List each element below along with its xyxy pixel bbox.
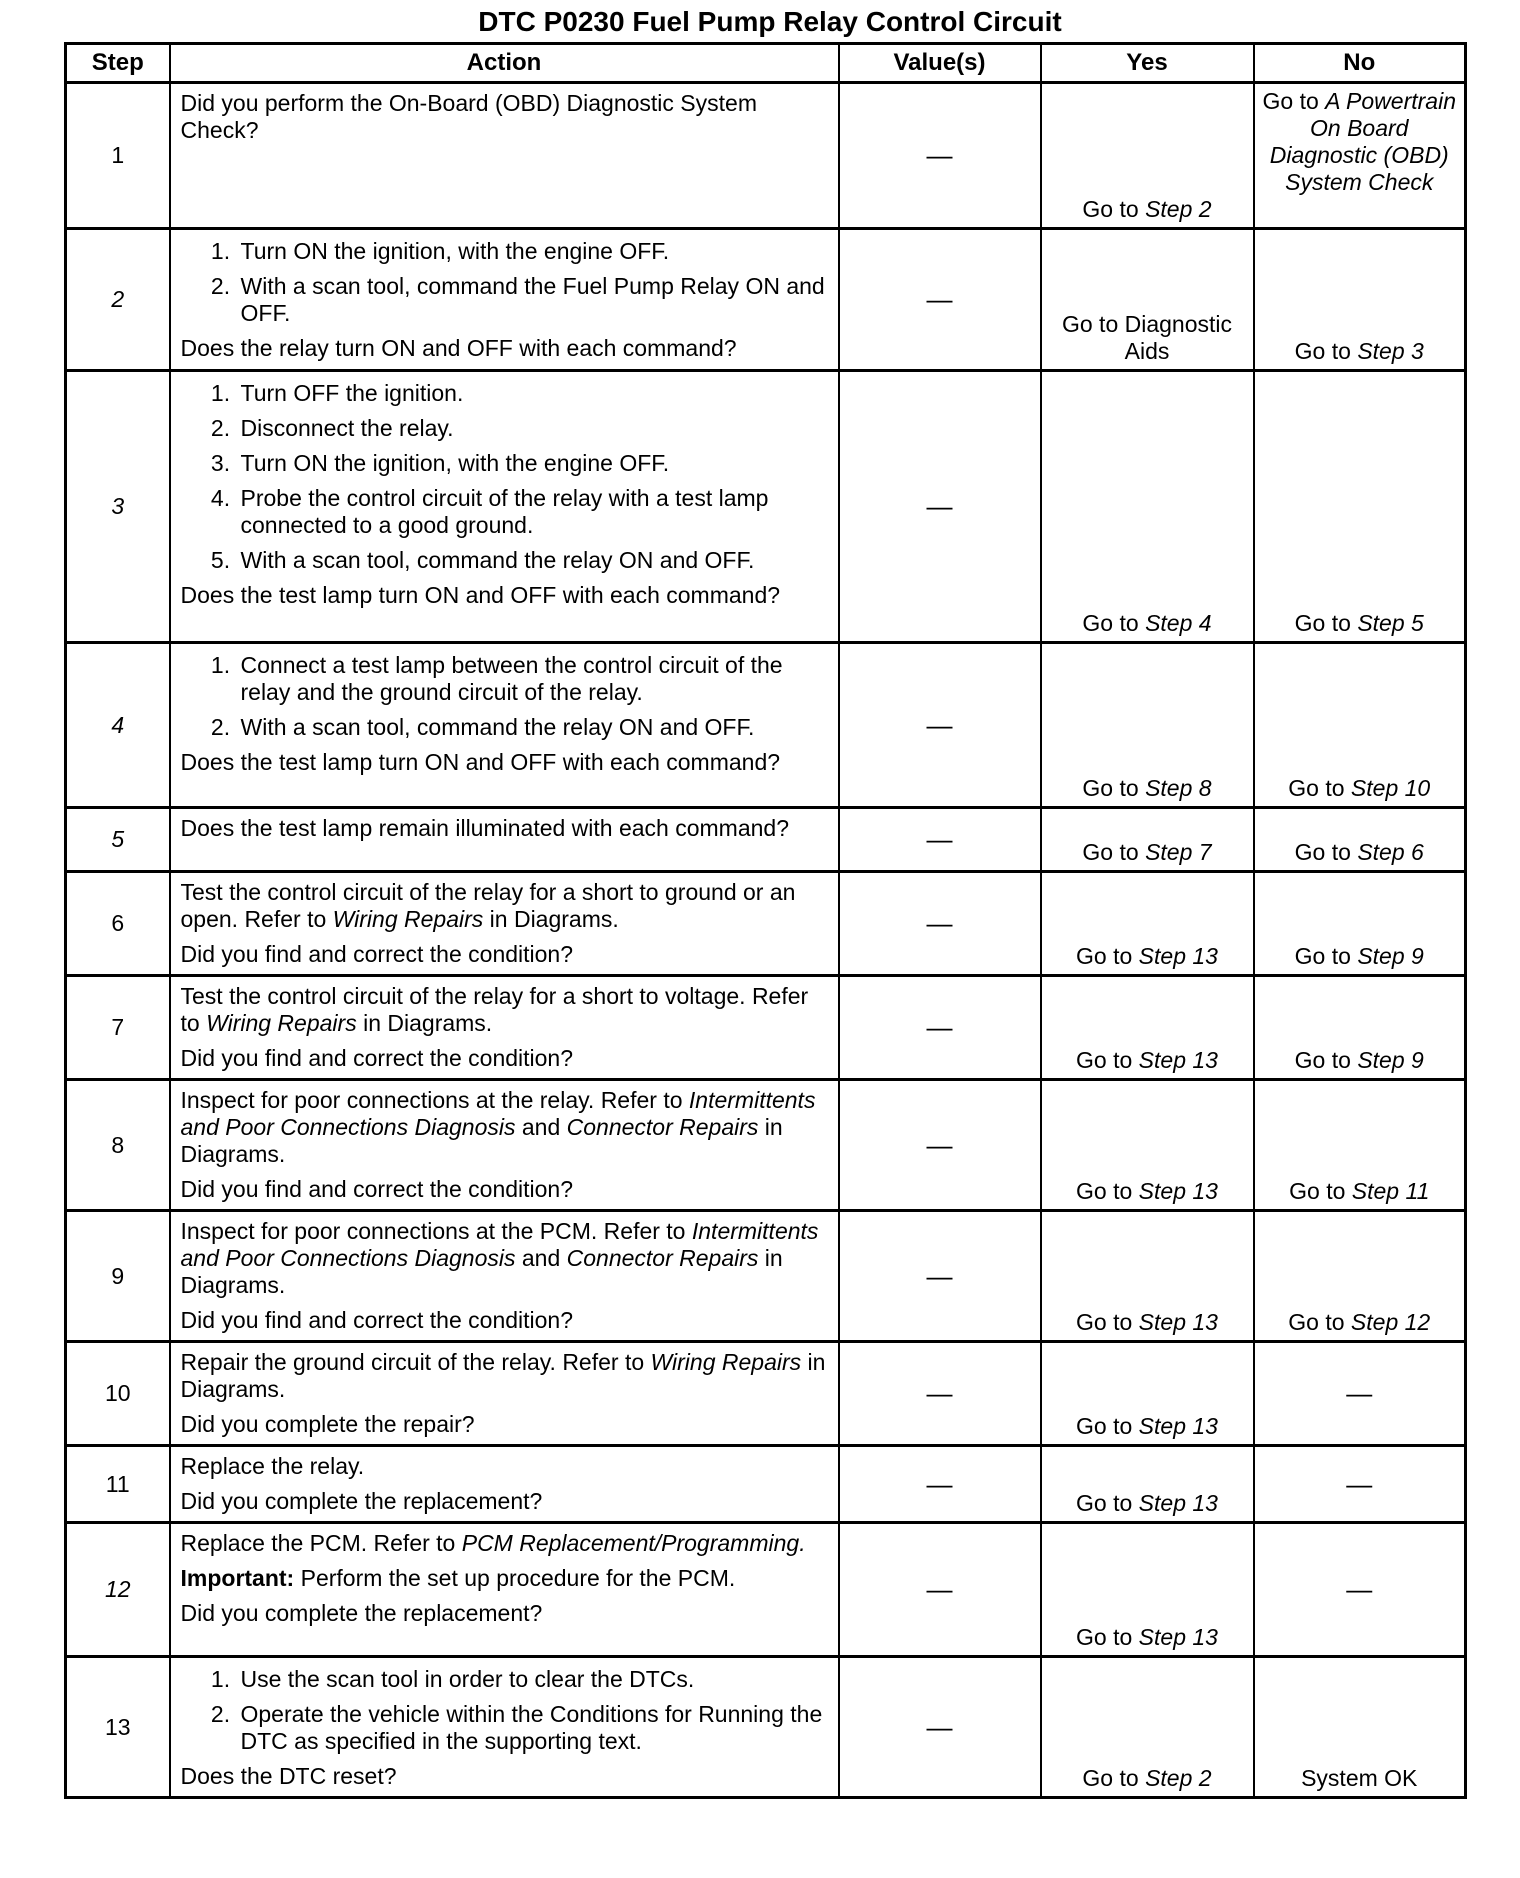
no-cell: [1254, 1080, 1466, 1211]
action-step: 2. With a scan tool, command the relay ON and OFF.: [237, 714, 826, 741]
action-cell: [170, 976, 839, 1080]
action-step: 2. Operate the vehicle within the Conditions for Running the DTC as specified in the supporting text.: [237, 1701, 826, 1755]
yes-cell: [1041, 1657, 1254, 1798]
yes-cell: [1041, 229, 1254, 371]
no-cell: [1254, 643, 1466, 808]
action-question: Did you perform the On-Board (OBD) Diagnostic System Check?: [180, 90, 757, 143]
value-cell: —: [839, 872, 1041, 976]
header-yes: Yes: [1041, 44, 1254, 83]
important-note: Important: Perform the set up procedure for the PCM.: [180, 1565, 736, 1591]
yes-step-link[interactable]: Step 13: [1138, 1624, 1218, 1650]
table-header-row: [66, 44, 1466, 83]
no-cell: [1254, 1657, 1466, 1798]
intermittents-ref[interactable]: Intermittents and Poor Connections Diagnosis: [180, 1218, 819, 1271]
step-number: 6: [66, 872, 170, 976]
go-to-label: Go to: [1076, 1413, 1133, 1439]
action-step: 5. With a scan tool, command the relay ON and OFF.: [237, 547, 826, 574]
value-cell: —: [839, 229, 1041, 371]
action-steps-list: [181, 380, 826, 574]
table-row: [66, 83, 1466, 229]
yes-step-link[interactable]: Step 13: [1138, 1490, 1218, 1516]
action-cell: [170, 872, 839, 976]
go-to-label: Go to: [1076, 1178, 1133, 1204]
action-text: Inspect for poor connections at the PCM. Refer to Intermittents and Poor Connections Diagnosis and Connector Repairs in Diagrams.: [180, 1218, 819, 1298]
action-step: 4. Probe the control circuit of the relay with a test lamp connected to a good ground.: [237, 485, 826, 539]
go-to-label: Go to: [1262, 88, 1319, 114]
no-step-link[interactable]: Step 12: [1350, 1309, 1431, 1335]
no-cell: [1254, 83, 1466, 229]
action-text: Inspect for poor connections at the relay. Refer to Intermittents and Poor Connections Diagnosis and Connector Repairs in Diagrams.: [180, 1087, 816, 1167]
value-cell: —: [839, 1523, 1041, 1657]
value-cell: —: [839, 83, 1041, 229]
diagnostic-table: [64, 42, 1467, 1799]
wiring-repairs-ref[interactable]: Wiring Repairs: [332, 906, 484, 932]
go-to-label: Go to: [1076, 1624, 1133, 1650]
important-label: Important:: [180, 1565, 295, 1591]
no-cell: [1254, 872, 1466, 976]
go-to-label: Go to: [1082, 610, 1139, 636]
step-number: 5: [66, 808, 170, 872]
action-steps-list: [181, 652, 826, 741]
go-to-label: Go to: [1082, 196, 1139, 222]
action-cell: [170, 229, 839, 371]
action-question: Did you find and correct the condition?: [180, 941, 574, 967]
value-cell: —: [839, 808, 1041, 872]
action-question: Did you find and correct the condition?: [180, 1307, 574, 1333]
go-to-label: Go to: [1082, 1765, 1139, 1791]
yes-cell: [1041, 1523, 1254, 1657]
table-row: [66, 1523, 1466, 1657]
table-row: [66, 1080, 1466, 1211]
value-cell: —: [839, 1446, 1041, 1523]
action-cell: [170, 808, 839, 872]
action-step: 1. Turn ON the ignition, with the engine OFF.: [237, 238, 826, 265]
go-to-label: Go to: [1076, 1309, 1133, 1335]
yes-cell: [1041, 1446, 1254, 1523]
yes-cell: [1041, 976, 1254, 1080]
yes-step-link[interactable]: Step 13: [1138, 1309, 1218, 1335]
step-number: 9: [66, 1211, 170, 1342]
yes-step-link[interactable]: Step 2: [1145, 196, 1212, 222]
no-cell: —: [1254, 1523, 1466, 1657]
action-text: Replace the PCM. Refer to PCM Replacement/Programming.: [180, 1530, 806, 1556]
action-question: Does the test lamp turn ON and OFF with each command?: [180, 749, 781, 775]
action-text: Replace the relay.: [180, 1453, 365, 1479]
action-question: Does the test lamp remain illuminated with each command?: [180, 815, 790, 841]
intermittents-ref[interactable]: Intermittents and Poor Connections Diagnosis: [180, 1087, 816, 1140]
table-row: [66, 976, 1466, 1080]
action-step: 1. Use the scan tool in order to clear the DTCs.: [237, 1666, 826, 1693]
go-to-label: Go to: [1294, 1047, 1351, 1073]
action-step: 2. With a scan tool, command the Fuel Pump Relay ON and OFF.: [237, 273, 826, 327]
action-question: Does the relay turn ON and OFF with each command?: [180, 335, 737, 361]
go-to-label: Go to: [1076, 943, 1133, 969]
action-steps-list: [181, 1666, 826, 1755]
table-row: [66, 1446, 1466, 1523]
step-number: 8: [66, 1080, 170, 1211]
step-number: 3: [66, 371, 170, 643]
step-number: 12: [66, 1523, 170, 1657]
no-cell: [1254, 976, 1466, 1080]
action-question: Did you complete the replacement?: [180, 1600, 543, 1626]
yes-cell: [1041, 808, 1254, 872]
value-cell: —: [839, 371, 1041, 643]
action-question: Did you complete the replacement?: [180, 1488, 543, 1514]
value-cell: —: [839, 976, 1041, 1080]
page-title: DTC P0230 Fuel Pump Relay Control Circuit: [478, 6, 1062, 37]
yes-cell: [1041, 1211, 1254, 1342]
system-ok-text: System OK: [1301, 1765, 1418, 1791]
no-cell: [1254, 371, 1466, 643]
yes-cell: [1041, 1080, 1254, 1211]
step-number: 2: [66, 229, 170, 371]
header-step: Step: [66, 44, 170, 83]
action-cell: [170, 1523, 839, 1657]
value-cell: —: [839, 643, 1041, 808]
step-number: 11: [66, 1446, 170, 1523]
no-step-link[interactable]: Step 11: [1351, 1178, 1430, 1204]
action-step: 2. Disconnect the relay.: [237, 415, 826, 442]
yes-step-link[interactable]: Step 7: [1145, 839, 1212, 865]
table-row: [66, 872, 1466, 976]
action-steps-list: [181, 238, 826, 327]
yes-step-link[interactable]: Step 4: [1145, 610, 1212, 636]
action-question: Does the DTC reset?: [180, 1763, 397, 1789]
action-cell: [170, 83, 839, 229]
action-question: Did you find and correct the condition?: [180, 1045, 574, 1071]
go-to-label: Go to: [1076, 1490, 1133, 1516]
go-to-label: Go to: [1288, 1309, 1345, 1335]
connector-repairs-ref[interactable]: Connector Repairs: [566, 1245, 759, 1271]
header-action: Action: [170, 44, 839, 83]
no-cell: [1254, 808, 1466, 872]
yes-cell: [1041, 643, 1254, 808]
go-to-label: Go to: [1294, 610, 1351, 636]
go-to-label: Go to: [1288, 775, 1345, 801]
table-row: [66, 1211, 1466, 1342]
header-no: No: [1254, 44, 1466, 83]
action-question: Did you find and correct the condition?: [180, 1176, 574, 1202]
table-row: [66, 229, 1466, 371]
no-cell: —: [1254, 1342, 1466, 1446]
header-values: Value(s): [839, 44, 1041, 83]
yes-cell: [1041, 371, 1254, 643]
action-text: Test the control circuit of the relay for a short to ground or an open. Refer to Wiring Repairs in Diagrams.: [180, 879, 796, 932]
table-row: [66, 808, 1466, 872]
action-text: Repair the ground circuit of the relay. Refer to Wiring Repairs in Diagrams.: [180, 1349, 826, 1402]
pcm-replacement-ref[interactable]: PCM Replacement/Programming.: [461, 1530, 806, 1556]
action-step: 1. Connect a test lamp between the control circuit of the relay and the ground circuit of the relay.: [237, 652, 826, 706]
step-number: 1: [66, 83, 170, 229]
go-to-label: Go to: [1294, 943, 1351, 969]
value-cell: —: [839, 1211, 1041, 1342]
yes-step-link[interactable]: Step 13: [1138, 1178, 1218, 1204]
connector-repairs-ref[interactable]: Connector Repairs: [566, 1114, 759, 1140]
wiring-repairs-ref[interactable]: Wiring Repairs: [650, 1349, 802, 1375]
go-to-label: Go to: [1082, 775, 1139, 801]
value-cell: —: [839, 1080, 1041, 1211]
yes-cell: [1041, 83, 1254, 229]
no-cell: [1254, 1211, 1466, 1342]
action-cell: [170, 1657, 839, 1798]
no-step-link[interactable]: Step 3: [1357, 338, 1424, 364]
go-to-label: Go to: [1294, 338, 1351, 364]
go-to-label: Go to: [1082, 839, 1139, 865]
go-to-label: Go to: [1294, 839, 1351, 865]
action-step: 3. Turn ON the ignition, with the engine OFF.: [237, 450, 826, 477]
no-step-link[interactable]: A Powertrain On Board Diagnostic (OBD) System Check: [1269, 88, 1456, 195]
no-cell: —: [1254, 1446, 1466, 1523]
value-cell: —: [839, 1342, 1041, 1446]
wiring-repairs-ref[interactable]: Wiring Repairs: [206, 1010, 357, 1036]
action-question: Does the test lamp turn ON and OFF with each command?: [180, 582, 781, 608]
yes-step-link[interactable]: Step 13: [1138, 1413, 1218, 1439]
action-step: 1. Turn OFF the ignition.: [237, 380, 826, 407]
no-step-link[interactable]: Step 5: [1357, 610, 1424, 636]
action-text: Test the control circuit of the relay for a short to voltage. Refer to Wiring Repairs in Diagrams.: [180, 983, 809, 1036]
go-to-label: Go to: [1076, 1047, 1133, 1073]
no-cell: [1254, 229, 1466, 371]
yes-step-link[interactable]: Step 13: [1138, 1047, 1218, 1073]
table-row: [66, 1342, 1466, 1446]
step-number: 4: [66, 643, 170, 808]
action-cell: [170, 1211, 839, 1342]
step-number: 7: [66, 976, 170, 1080]
table-row: [66, 371, 1466, 643]
yes-step-link[interactable]: Step 8: [1145, 775, 1212, 801]
no-step-link[interactable]: Step 9: [1357, 943, 1424, 969]
table-row: [66, 643, 1466, 808]
yes-cell: [1041, 872, 1254, 976]
step-number: 13: [66, 1657, 170, 1798]
action-cell: [170, 643, 839, 808]
no-step-link[interactable]: Step 9: [1357, 1047, 1424, 1073]
yes-step-link[interactable]: Go to Diagnostic Aids: [1061, 311, 1233, 364]
action-cell: [170, 1446, 839, 1523]
action-question: Did you complete the repair?: [180, 1411, 475, 1437]
yes-cell: [1041, 1342, 1254, 1446]
yes-step-link[interactable]: Step 13: [1138, 943, 1218, 969]
go-to-label: Go to: [1289, 1178, 1346, 1204]
step-number: 10: [66, 1342, 170, 1446]
no-step-link[interactable]: Step 10: [1350, 775, 1431, 801]
action-cell: [170, 371, 839, 643]
value-cell: —: [839, 1657, 1041, 1798]
yes-step-link[interactable]: Step 2: [1145, 1765, 1212, 1791]
no-step-link[interactable]: Step 6: [1357, 839, 1424, 865]
action-cell: [170, 1342, 839, 1446]
table-row: [66, 1657, 1466, 1798]
action-cell: [170, 1080, 839, 1211]
